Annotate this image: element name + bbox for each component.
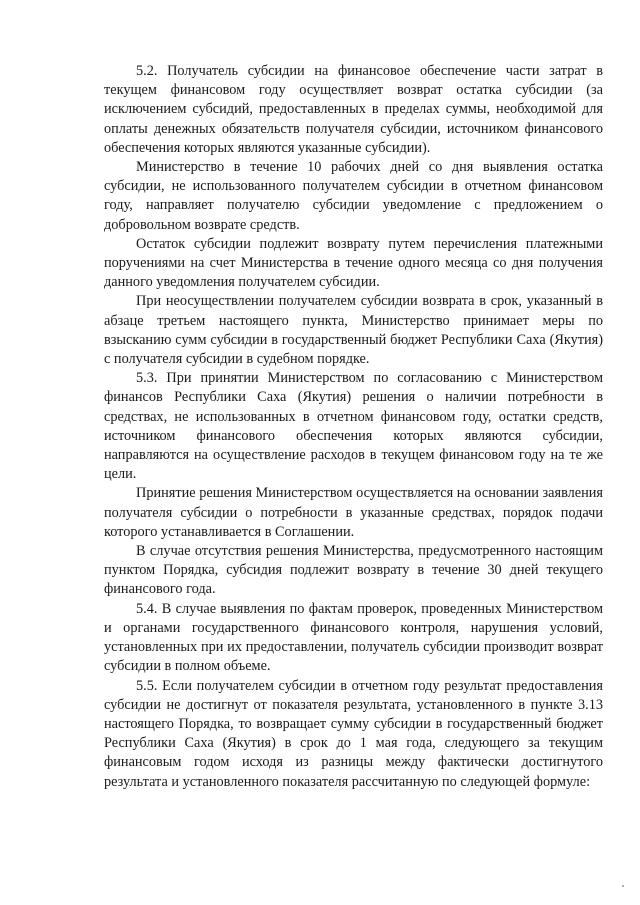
- paragraph-court-recovery: При неосуществлении получателем субсидии возврата в срок, указанный в абзаце третьем настоящего пункта, Министерство принимает меры по взысканию сумм субсидии в государственный бюджет Республики Саха (Якутия) с получателя субсидии в судебном порядке.: [104, 293, 603, 368]
- paragraph-5-3: 5.3. При принятии Министерством по согласованию с Министерством финансов Республики Саха (Якутия) решения о наличии потребности в средствах, не использованных в отчетном финансовом году, остатки средств, источником финансового обеспечения которых являются субсидии, направляются на осуществление расходов в текущем финансовом году на те же цели.: [104, 370, 603, 483]
- document-page: [104, 62, 603, 792]
- paragraph-5-5: 5.5. Если получателем субсидии в отчетном году результат предоставления субсидии не достигнут от показателя результата, установленного в пункте 3.13 настоящего Порядка, то возвращает сумму субсидии в государственный бюджет Республики Саха (Якутия) в срок до 1 мая года, следующего за текущим финансовым годом исходя из разницы между фактически достигнутого результата и установленного показателя рассчитанную по следующей формуле:: [104, 677, 603, 790]
- paragraph-remainder-return: Остаток субсидии подлежит возврату путем перечисления платежными поручениями на счет Министерства в течение одного месяца со дня получения данного уведомления получателем субсидии.: [104, 235, 603, 291]
- paragraph-notification: Министерство в течение 10 рабочих дней со дня выявления остатка субсидии, не использованного получателем субсидии в отчетном финансовом году, направляет получателю субсидии уведомление с предложением о добровольном возврате средств.: [104, 159, 603, 233]
- paragraph-5-4: 5.4. В случае выявления по фактам проверок, проведенных Министерством и органами государственного финансового контроля, нарушения условий, установленных при их предоставлении, получатель субсидии производит возврат субсидии в полном объеме.: [104, 600, 603, 675]
- paragraph-5-2: 5.2. Получатель субсидии на финансовое обеспечение части затрат в текущем финансовом году осуществляет возврат остатка субсидии (за исключением субсидий, предоставленных в пределах суммы, необходимой для оплаты денежных обязательств получателя субсидии, источником финансового обеспечения которых являются указанные субсидии).: [104, 63, 603, 156]
- scan-speck: [622, 885, 624, 887]
- paragraph-decision-basis: Принятие решения Министерством осуществляется на основании заявления получателя субсидии о потребности в указанные средствах, порядок подачи которого устанавливается в Соглашении.: [104, 485, 603, 540]
- paragraph-no-decision: В случае отсутствия решения Министерства, предусмотренного настоящим пунктом Порядка, субсидия подлежит возврату в течение 30 дней текущего финансового года.: [104, 543, 603, 598]
